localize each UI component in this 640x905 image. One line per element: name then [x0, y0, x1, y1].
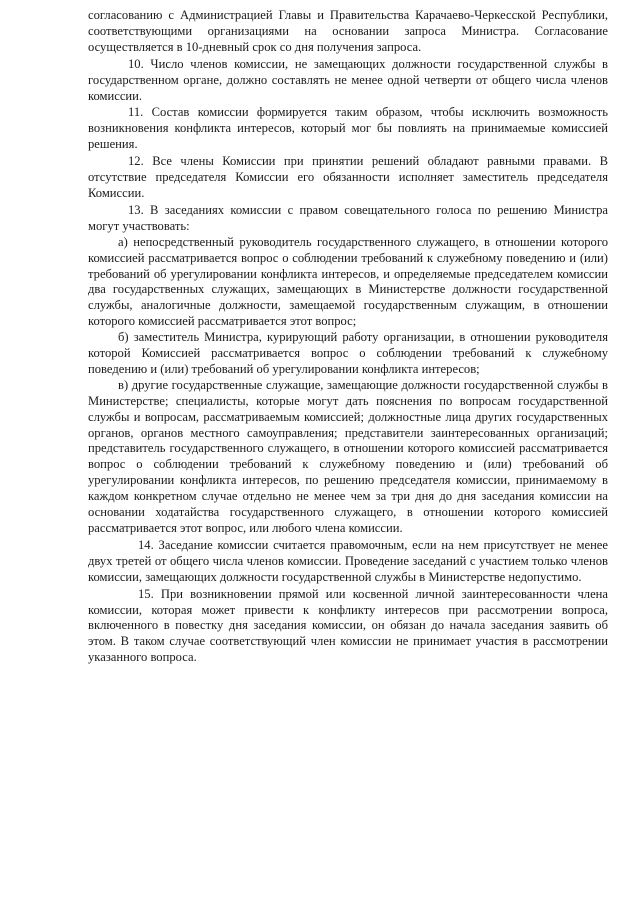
paragraph-13-b: б) заместитель Министра, курирующий работу организации, в отношении руководителя которой Комиссией рассматривается вопрос о соблюдении требований к служебному поведению и (или) требований об урегулировании конфликта интересов;	[88, 330, 608, 376]
paragraph-13-a: а) непосредственный руководитель государственного служащего, в отношении которого комиссией рассматривается вопрос о соблюдении требований к служебному поведению и (или) требований об урегулировании конфликта интересов, и определяемые председателем комиссии два государственных служащих, замещающих в Министерстве должности государственной службы, аналогичные должности, замещаемой государственным служащим, в отношении которого комиссией рассматривается этот вопрос;	[88, 234, 608, 329]
paragraph-14: 14. Заседание комиссии считается правомочным, если на нем присутствует не менее двух третей от общего числа членов комиссии. Проведение заседаний с участием только членов комиссии, замещающих должности государственной службы в Министерстве недопустимо.	[88, 537, 608, 584]
paragraph-10: 10. Число членов комиссии, не замещающих должности государственной службы в государственном органе, должно составлять не менее одной четверти от общего числа членов комиссии.	[88, 56, 608, 103]
paragraph-13-v: в) другие государственные служащие, замещающие должности государственной службы в Министерстве; специалисты, которые могут дать пояснения по вопросам государственной службы и вопросам, рассматриваемым комиссией; должностные лица других государственных органов, органов местного самоуправления; представители заинтересованных организаций; представитель государственного служащего, в отношении которого комиссией рассматривается вопрос о соблюдении требований к служебному поведению и (или) требований об урегулировании конфликта интересов, по решению председателя комиссии, принимаемому в каждом конкретном случае отдельно не менее чем за три дня до дня заседания комиссии на основании ходатайства государственного служащего, в отношении которого комиссией рассматривается этот вопрос, или любого члена комиссии.	[88, 377, 608, 535]
paragraph-15: 15. При возникновении прямой или косвенной личной заинтересованности члена комиссии, которая может привести к конфликту интересов при рассмотрении вопроса, включенного в повестку дня заседания комиссии, он обязан до начала заседания заявить об этом. В таком случае соответствующий член комиссии не принимает участия в рассмотрении указанного вопроса.	[88, 586, 608, 665]
paragraph-13: 13. В заседаниях комиссии с правом совещательного голоса по решению Министра могут участвовать:	[88, 202, 608, 233]
paragraph-12: 12. Все члены Комиссии при принятии решений обладают равными правами. В отсутствие председателя Комиссии его обязанности исполняет заместитель председателя Комиссии.	[88, 154, 608, 200]
document-page	[88, 8, 608, 666]
paragraph-11: 11. Состав комиссии формируется таким образом, чтобы исключить возможность возникновения конфликта интересов, который мог бы повлиять на принимаемые комиссией решения.	[88, 105, 608, 152]
paragraph-continuation: согласованию с Администрацией Главы и Правительства Карачаево-Черкесской Республики, соответствующими организациями на основании запроса Министра. Согласование осуществляется в 10-дневный срок со дня получения запроса.	[88, 8, 608, 54]
